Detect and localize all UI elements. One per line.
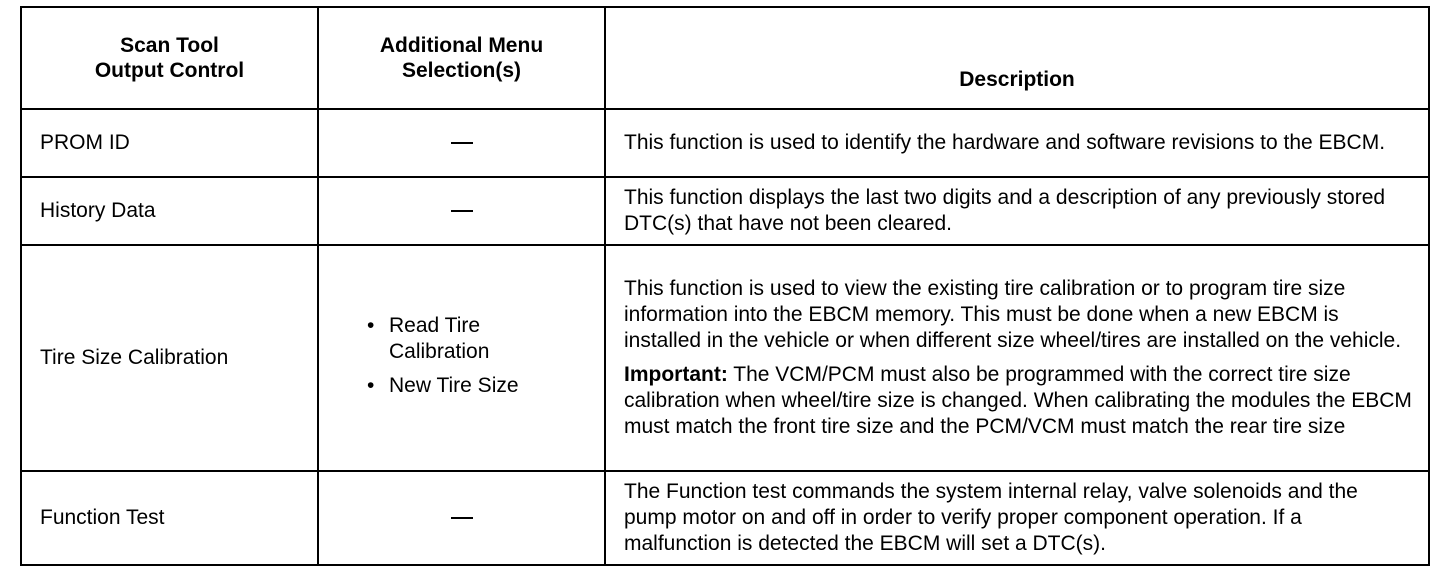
table-row — [21, 109, 1429, 177]
table-header-row — [21, 7, 1429, 109]
header-col1-line1: Scan Tool — [120, 34, 219, 57]
list-item — [367, 373, 586, 399]
description-paragraph: This function is used to view the existing tire calibration or to program tire size information into the EBCM memory. This must be done when a new EBCM is installed in the vehicle or when different size wheel/tires are installed on the vehicle. — [624, 277, 1402, 352]
header-col1-line2: Output Control — [94, 59, 245, 82]
dash-mark — [451, 142, 473, 144]
selection-new-tire-size: New Tire Size — [389, 374, 519, 397]
scan-tool-output-control-table — [20, 6, 1430, 566]
menu-selection-list — [337, 313, 586, 399]
dash-mark — [451, 210, 473, 212]
list-item — [367, 313, 586, 365]
table-row — [21, 471, 1429, 565]
header-scan-tool-output-control — [21, 7, 318, 109]
row-control-function-test: Function Test — [21, 471, 318, 565]
header-additional-menu-selections — [318, 7, 605, 109]
selection-read-tire-calibration: Read Tire Calibration — [389, 314, 490, 363]
important-label: Important: — [624, 363, 728, 386]
important-note — [624, 362, 1412, 440]
bullet-mark: • — [367, 314, 375, 337]
important-text: The VCM/PCM must also be programmed with the correct tire size calibration when wheel/tire size is changed. When calibrating the modules the EBCM must match the front tire size and the PCM/VCM must match the rear tire size — [624, 363, 1412, 438]
table-row — [21, 245, 1429, 471]
row-selection-list — [318, 245, 605, 471]
header-col2-line2: Selection(s) — [401, 59, 522, 82]
row-description: This function is used to identify the hardware and software revisions to the EBCM. — [605, 109, 1429, 177]
header-description: Description — [605, 7, 1429, 109]
row-selection-none — [318, 109, 605, 177]
table-row — [21, 177, 1429, 245]
row-selection-none — [318, 177, 605, 245]
document-page — [20, 6, 1430, 566]
header-col2-line1: Additional Menu — [379, 34, 544, 57]
row-control-history-data: History Data — [21, 177, 318, 245]
row-control-prom-id: PROM ID — [21, 109, 318, 177]
bullet-mark: • — [367, 374, 375, 397]
row-description — [605, 245, 1429, 471]
dash-mark — [451, 517, 473, 519]
row-selection-none — [318, 471, 605, 565]
row-description: The Function test commands the system internal relay, valve solenoids and the pump motor on and off in order to verify proper component operation. If a malfunction is detected the EBCM will set a DTC(s). — [605, 471, 1429, 565]
row-control-tire-size-calibration: Tire Size Calibration — [21, 245, 318, 471]
row-description: This function displays the last two digits and a description of any previously stored DTC(s) that have not been cleared. — [605, 177, 1429, 245]
